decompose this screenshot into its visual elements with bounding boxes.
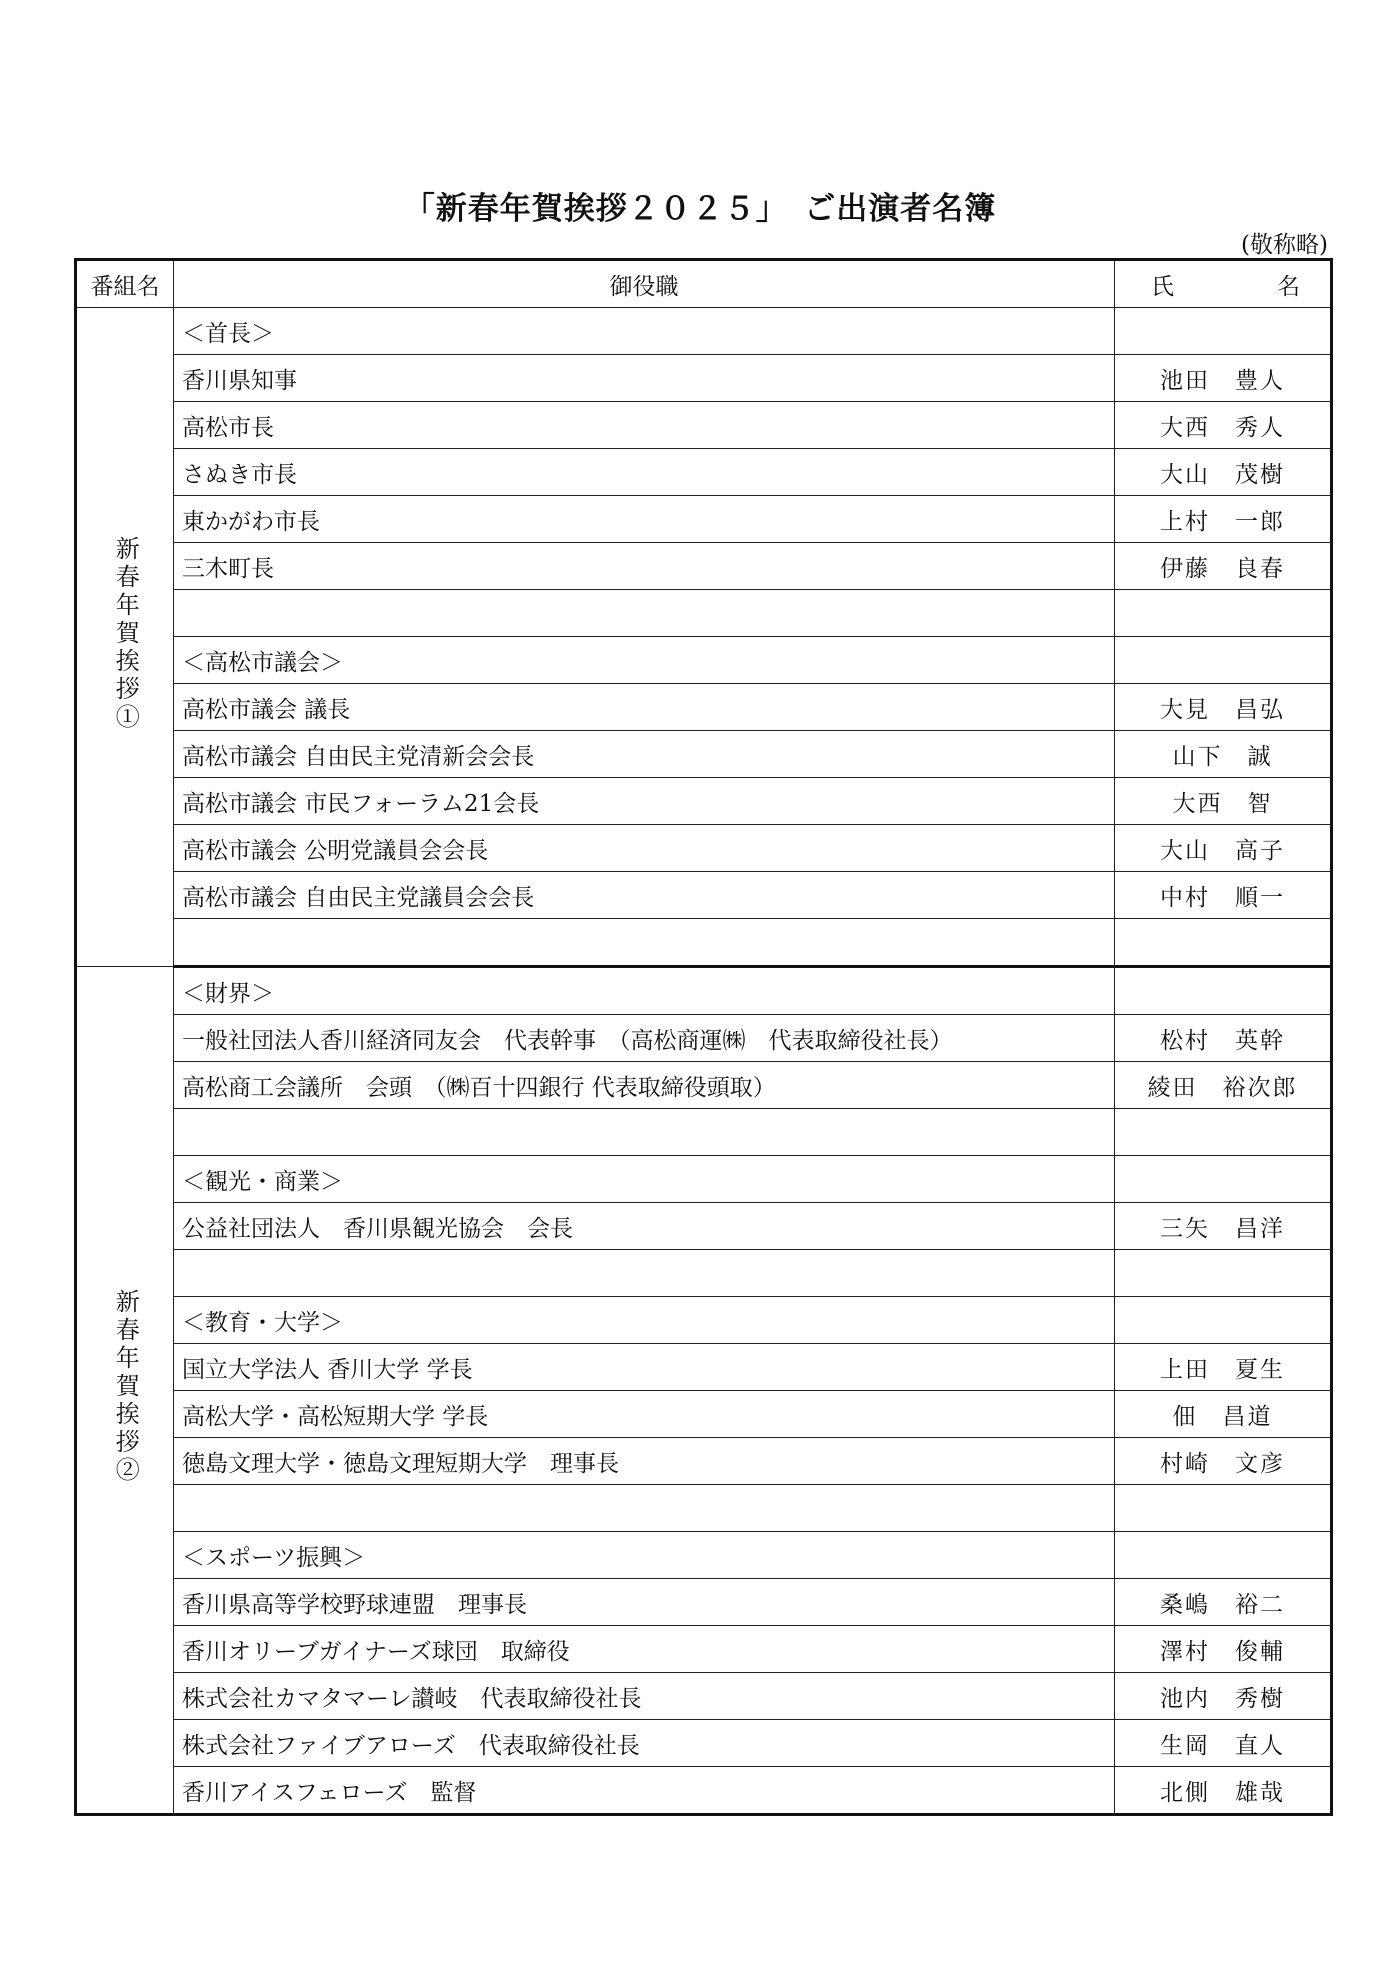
position-cell xyxy=(174,590,1115,637)
header-position: 御役職 xyxy=(174,260,1115,308)
name-cell: 佃 昌道 xyxy=(1115,1391,1332,1438)
table-row xyxy=(76,1062,1332,1109)
name-cell: 澤村 俊輔 xyxy=(1115,1626,1332,1673)
name-cell: 北側 雄哉 xyxy=(1115,1767,1332,1815)
table-row xyxy=(76,778,1332,825)
position-cell: 香川県知事 xyxy=(174,355,1115,402)
header-name-part-a: 氏 xyxy=(1151,273,1174,300)
name-cell xyxy=(1115,1532,1332,1579)
name-cell: 上田 夏生 xyxy=(1115,1344,1332,1391)
name-cell: 大西 秀人 xyxy=(1115,402,1332,449)
program-name-cell xyxy=(76,967,174,1815)
name-cell: 伊藤 良春 xyxy=(1115,543,1332,590)
name-cell xyxy=(1115,1250,1332,1297)
program-name: 新春年賀挨拶① xyxy=(111,536,140,732)
position-cell xyxy=(174,919,1115,967)
name-cell: 桑嶋 裕二 xyxy=(1115,1579,1332,1626)
table-row xyxy=(76,590,1332,637)
name-cell: 三矢 昌洋 xyxy=(1115,1203,1332,1250)
category-heading: ＜首長＞ xyxy=(174,308,1115,355)
name-cell: 村崎 文彦 xyxy=(1115,1438,1332,1485)
name-cell: 池内 秀樹 xyxy=(1115,1673,1332,1720)
position-cell: 高松市議会 自由民主党清新会会長 xyxy=(174,731,1115,778)
category-heading: ＜スポーツ振興＞ xyxy=(174,1532,1115,1579)
name-cell xyxy=(1115,1156,1332,1203)
table-row xyxy=(76,1673,1332,1720)
position-cell: さぬき市長 xyxy=(174,449,1115,496)
position-cell xyxy=(174,1485,1115,1532)
table-row xyxy=(76,1579,1332,1626)
position-cell: 高松商工会議所 会頭 （㈱百十四銀行 代表取締役頭取） xyxy=(174,1062,1115,1109)
category-heading: ＜教育・大学＞ xyxy=(174,1297,1115,1344)
category-heading: ＜観光・商業＞ xyxy=(174,1156,1115,1203)
table-row xyxy=(76,1485,1332,1532)
table-row xyxy=(76,872,1332,919)
roster-body xyxy=(76,308,1332,1815)
performer-roster-table xyxy=(74,258,1333,1816)
table-row xyxy=(76,402,1332,449)
program-name: 新春年賀挨拶② xyxy=(111,1289,140,1485)
page-title: 「新春年賀挨拶２０２５」 ご出演者名簿 xyxy=(403,191,997,227)
category-heading: ＜高松市議会＞ xyxy=(174,637,1115,684)
table-row xyxy=(76,1626,1332,1673)
position-cell: 東かがわ市長 xyxy=(174,496,1115,543)
table-row xyxy=(76,1109,1332,1156)
table-row xyxy=(76,308,1332,355)
position-cell: 公益社団法人 香川県観光協会 会長 xyxy=(174,1203,1115,1250)
name-cell: 大山 茂樹 xyxy=(1115,449,1332,496)
table-row xyxy=(76,1297,1332,1344)
name-cell: 大西 智 xyxy=(1115,778,1332,825)
position-cell: 一般社団法人香川経済同友会 代表幹事 （高松商運㈱ 代表取締役社長） xyxy=(174,1015,1115,1062)
header-name-part-b: 名 xyxy=(1277,273,1300,300)
position-cell: 高松市議会 議長 xyxy=(174,684,1115,731)
position-cell: 高松市長 xyxy=(174,402,1115,449)
table-row xyxy=(76,449,1332,496)
table-row xyxy=(76,731,1332,778)
table-row xyxy=(76,1438,1332,1485)
table-row xyxy=(76,1391,1332,1438)
position-cell: 徳島文理大学・徳島文理短期大学 理事長 xyxy=(174,1438,1115,1485)
name-cell: 中村 順一 xyxy=(1115,872,1332,919)
name-cell: 松村 英幹 xyxy=(1115,1015,1332,1062)
name-cell: 大見 昌弘 xyxy=(1115,684,1332,731)
position-cell: 国立大学法人 香川大学 学長 xyxy=(174,1344,1115,1391)
name-cell xyxy=(1115,590,1332,637)
table-row xyxy=(76,1767,1332,1815)
name-cell: 上村 一郎 xyxy=(1115,496,1332,543)
position-cell: 高松市議会 公明党議員会会長 xyxy=(174,825,1115,872)
table-row xyxy=(76,1720,1332,1767)
header-program: 番組名 xyxy=(76,260,174,308)
table-row xyxy=(76,1532,1332,1579)
table-row xyxy=(76,637,1332,684)
position-cell xyxy=(174,1250,1115,1297)
name-cell xyxy=(1115,919,1332,967)
name-cell xyxy=(1115,1297,1332,1344)
position-cell: 株式会社ファイブアローズ 代表取締役社長 xyxy=(174,1720,1115,1767)
table-header-row xyxy=(76,260,1332,308)
position-cell: 香川アイスフェローズ 監督 xyxy=(174,1767,1115,1815)
name-cell xyxy=(1115,637,1332,684)
table-row xyxy=(76,1015,1332,1062)
position-cell: 香川オリーブガイナーズ球団 取締役 xyxy=(174,1626,1115,1673)
table-row xyxy=(76,1203,1332,1250)
table-row xyxy=(76,684,1332,731)
table-row xyxy=(76,1344,1332,1391)
position-cell: 高松大学・高松短期大学 学長 xyxy=(174,1391,1115,1438)
name-cell xyxy=(1115,308,1332,355)
name-cell xyxy=(1115,1109,1332,1156)
name-cell: 山下 誠 xyxy=(1115,731,1332,778)
name-cell: 綾田 裕次郎 xyxy=(1115,1062,1332,1109)
table-row xyxy=(76,543,1332,590)
table-row xyxy=(76,1250,1332,1297)
position-cell: 高松市議会 自由民主党議員会会長 xyxy=(174,872,1115,919)
honorific-note: (敬称略) xyxy=(1241,232,1328,258)
category-heading: ＜財界＞ xyxy=(174,967,1115,1015)
position-cell: 三木町長 xyxy=(174,543,1115,590)
name-cell xyxy=(1115,1485,1332,1532)
position-cell: 株式会社カマタマーレ讃岐 代表取締役社長 xyxy=(174,1673,1115,1720)
table-row xyxy=(76,355,1332,402)
table-row xyxy=(76,496,1332,543)
name-cell xyxy=(1115,967,1332,1015)
name-cell: 生岡 直人 xyxy=(1115,1720,1332,1767)
name-cell: 大山 高子 xyxy=(1115,825,1332,872)
program-name-cell xyxy=(76,308,174,967)
position-cell: 香川県高等学校野球連盟 理事長 xyxy=(174,1579,1115,1626)
header-name xyxy=(1115,260,1332,308)
position-cell: 高松市議会 市民フォーラム21会長 xyxy=(174,778,1115,825)
table-row xyxy=(76,967,1332,1015)
position-cell xyxy=(174,1109,1115,1156)
table-row xyxy=(76,1156,1332,1203)
name-cell: 池田 豊人 xyxy=(1115,355,1332,402)
table-row xyxy=(76,919,1332,967)
table-row xyxy=(76,825,1332,872)
